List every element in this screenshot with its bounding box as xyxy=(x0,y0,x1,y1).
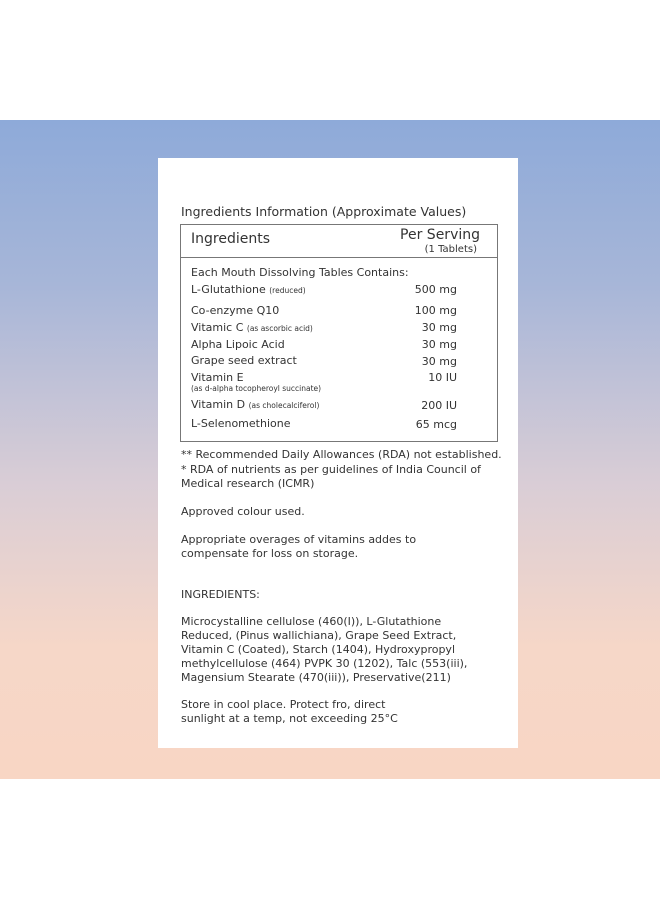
table-row-value: 30 mg xyxy=(421,338,457,351)
table-row-name: Co-enzyme Q10 xyxy=(191,304,280,317)
column-header-per-serving: Per Serving xyxy=(400,227,480,243)
table-row-value: 10 IU xyxy=(428,371,457,384)
note-rda-icmr: * RDA of nutrients as per guidelines of India Council of Medical research (ICMR) xyxy=(181,463,481,490)
table-row-qualifier: (as d-alpha tocopheroyl succinate) xyxy=(191,384,322,393)
table-header-divider xyxy=(181,257,497,258)
ingredients-title: INGREDIENTS: xyxy=(181,588,260,601)
table-row-name: L-Glutathione (reduced) xyxy=(191,283,306,296)
storage-note: Store in cool place. Protect fro, direct sunlight at a temp, not exceeding 25°C xyxy=(181,698,398,725)
contains-label: Each Mouth Dissolving Tables Contains: xyxy=(191,266,409,279)
panel-heading: Ingredients Information (Approximate Values) xyxy=(181,204,467,219)
ingredients-text: Microcystalline cellulose (460(I)), L-Glutathione Reduced, (Pinus wallichiana), Grape Seed Extract, Vitamin C (Coated), Starch (1404), Hydroxypropyl methylcellulose (464) PVPK 30 (1202), Talc (553(iii), Magensium Stearate (470(iii)), Preservative(211) xyxy=(181,615,468,684)
table-row-name: Vitamin D (as cholecalciferol) xyxy=(191,398,320,411)
column-header-ingredients: Ingredients xyxy=(191,231,270,247)
table-row-value: 500 mg xyxy=(414,283,457,296)
table-row-value: 65 mcg xyxy=(415,418,457,431)
table-row-name: Alpha Lipoic Acid xyxy=(191,338,285,351)
note-colour: Approved colour used. xyxy=(181,505,305,518)
table-row-name: Grape seed extract xyxy=(191,354,297,367)
ingredients-panel xyxy=(158,158,518,748)
table-row-name: Vitamin E xyxy=(191,371,244,384)
table-row-name: L-Selenomethione xyxy=(191,417,291,430)
note-rda-not-established: ** Recommended Daily Allowances (RDA) not established. xyxy=(181,448,502,461)
table-row-value: 30 mg xyxy=(421,321,457,334)
note-overages: Appropriate overages of vitamins addes to compensate for loss on storage. xyxy=(181,533,417,560)
column-header-per-serving-sub: (1 Tablets) xyxy=(424,244,477,255)
table-row-value: 30 mg xyxy=(421,355,457,368)
table-row-value: 100 mg xyxy=(414,304,457,317)
table-row-name: Vitamic C (as ascorbic acid) xyxy=(191,321,313,334)
table-row-value: 200 IU xyxy=(421,399,457,412)
ingredients-table xyxy=(180,224,498,442)
